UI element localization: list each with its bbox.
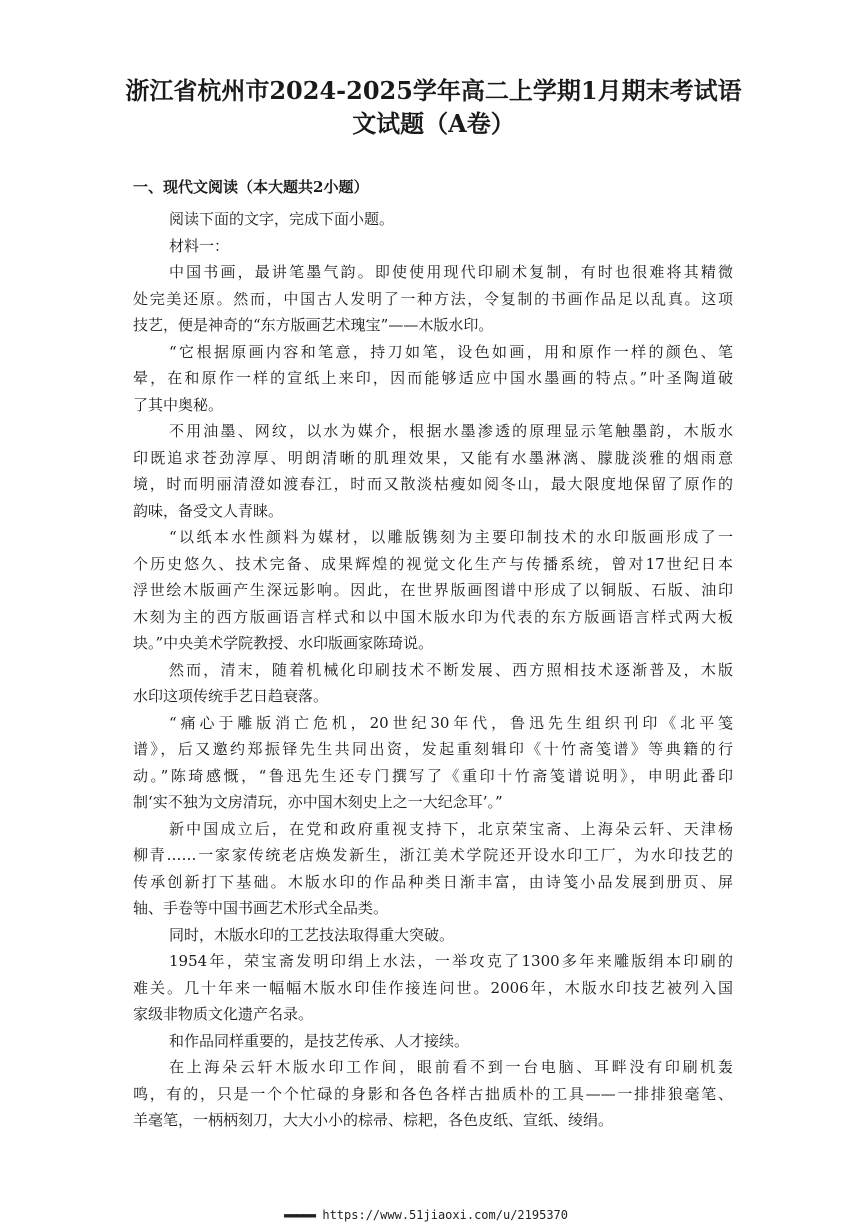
text-line: 个历史悠久、技术完备、成果辉煌的视觉文化生产与传播系统，曾对17世纪日本 [133, 554, 733, 573]
text-line: 动。”陈琦感慨，“鲁迅先生还专门撰写了《重印十竹斋笺谱说明》，申明此番印 [133, 766, 733, 785]
text-line: 谱》，后又邀约郑振铎先生共同出资，发起重刻辑印《十竹斋笺谱》等典籍的行 [133, 740, 733, 758]
text-line: 和作品同样重要的，是技艺传承、人才接续。 [169, 1031, 470, 1050]
text-line: “它根据原画内容和笔意，持刀如笔，设色如画，用和原作一样的颜色、笔 [169, 342, 733, 361]
text-line: 同时，木版水印的工艺技法取得重大突破。 [169, 925, 455, 944]
text-line: 印既追求苍劲淳厚、明朗清晰的肌理效果，又能有水墨淋漓、朦胧淡雅的烟雨意 [133, 448, 733, 467]
text-line: 韵味，备受文人青睐。 [133, 501, 284, 520]
text-line: 羊毫笔，一柄柄刻刀，大大小小的棕帚、棕耙，各色皮纸、宣纸、绫绢。 [133, 1111, 614, 1129]
text-line: 制‘实不独为文房清玩，亦中国木刻史上之一大纪念耳’。” [133, 793, 503, 811]
text-line: 晕，在和原作一样的宣纸上来印，因而能够适应中国水墨画的特点。”叶圣陶道破 [133, 369, 733, 387]
text-line: 材料一： [169, 236, 230, 255]
text-line: 木刻为主的西方版画语言样式和以中国木版水印为代表的东方版画语言样式两大板 [133, 607, 733, 626]
text-line: 处完美还原。然而，中国古人发明了一种方法，令复制的书画作品足以乱真。这项 [133, 289, 733, 308]
reading-passage [133, 206, 733, 1134]
text-line: 块。”中央美术学院教授、水印版画家陈琦说。 [133, 634, 434, 652]
text-line: “以纸本水性颜料为媒材，以雕版镌刻为主要印制技术的水印版画形成了一 [169, 528, 733, 546]
footer-url[interactable]: https://www.51jiaoxi.com/u/2195370 [322, 1208, 568, 1222]
text-line: 中国书画，最讲笔墨气韵。即使使用现代印刷术复制，有时也很难将其精微 [169, 263, 733, 281]
text-line: 柳青……一家家传统老店焕发新生，浙江美术学院还开设水印工厂，为水印技艺的 [133, 846, 733, 864]
text-line: 难关。几十年来一幅幅木版水印佳作接连问世。2006年，木版水印技艺被列入国 [133, 978, 733, 997]
text-line: 轴、手卷等中国书画艺术形式全品类。 [133, 899, 389, 917]
title-line-1: 浙江省杭州市2024-2025学年高二上学期1月期末考试语 [125, 76, 742, 105]
text-line: 在上海朵云轩木版水印工作间，眼前看不到一台电脑、耳畔没有印刷机轰 [169, 1058, 733, 1076]
text-line: 传承创新打下基础。木版水印的作品种类日渐丰富，由诗笺小品发展到册页、屏 [133, 872, 733, 891]
text-line: 了其中奥秘。 [133, 395, 224, 414]
text-line: 阅读下面的文字，完成下面小题。 [169, 210, 395, 228]
text-line: 新中国成立后，在党和政府重视支持下，北京荣宝斋、上海朵云轩、天津杨 [169, 819, 733, 838]
text-line: “痛心于雕版消亡危机，20世纪30年代，鲁迅先生组织刊印《北平笺 [169, 713, 733, 732]
text-line: 家级非物质文化遗产名录。 [133, 1005, 314, 1023]
footer-mark: ▬▬▬▬▬ [284, 1208, 316, 1222]
title-line-2: 文试题（A卷） [352, 109, 515, 138]
footer-watermark [284, 1208, 568, 1222]
text-line: 鸣，有的，只是一个个忙碌的身影和各色各样古拙质朴的工具——一排排狼毫笔、 [133, 1084, 733, 1103]
text-line: 境，时而明丽清澄如渡春江，时而又散淡枯瘦如阅冬山，最大限度地保留了原作的 [133, 475, 733, 493]
text-line: 浮世绘木版画产生深远影响。因此，在世界版画图谱中形成了以铜版、石版、油印 [133, 581, 733, 599]
text-line: 水印这项传统手艺日趋衰落。 [133, 687, 329, 705]
text-line: 不用油墨、网纹，以水为媒介，根据水墨渗透的原理显示笔触墨韵，木版水 [169, 422, 733, 440]
text-line: 然而，清末，随着机械化印刷技术不断发展、西方照相技术逐渐普及，木版 [169, 660, 733, 679]
text-line: 技艺，便是神奇的“东方版画艺术瑰宝”——木版水印。 [133, 316, 494, 334]
text-line: 1954年，荣宝斋发明印绢上水法，一举攻克了1300多年来雕版绢本印刷的 [169, 952, 733, 970]
document-title [60, 74, 807, 140]
section-heading: 一、现代文阅读（本大题共2小题） [133, 178, 369, 196]
